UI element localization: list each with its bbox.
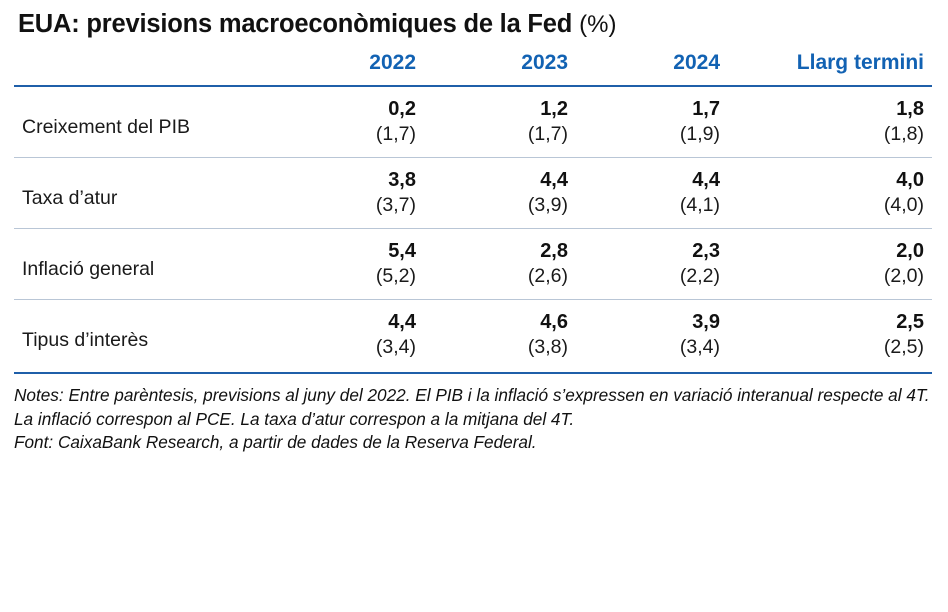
cell-rate-2023-prev: (3,8) [527,336,568,358]
cell-rate-2023: 4,6 [540,311,568,333]
table-row [14,86,932,122]
column-header-2022: 2022 [272,45,424,86]
table-row [14,229,932,265]
cell-unemployment-2024: 4,4 [692,169,720,191]
notes-text: Notes: Entre parèntesis, previsions al juny del 2022. El PIB i la inflació s’expressen en variació interanual respecte al 4T. La inflació correspon al PCE. La taxa d’atur correspon a la mitjana del 4T. [14,385,930,429]
page-title-unit: (%) [579,11,617,38]
cell-gdp-2022: 0,2 [388,98,416,120]
row-label-gdp-growth: Creixement del PIB [22,115,190,138]
cell-rate-2024-prev: (3,4) [679,336,720,358]
column-header-2024: 2024 [576,45,728,86]
cell-rate-2022: 4,4 [388,311,416,333]
table-row [14,300,932,336]
cell-rate-long-term: 2,5 [896,311,924,333]
cell-inflation-2023: 2,8 [540,240,568,262]
cell-unemployment-long-term-prev: (4,0) [883,194,924,216]
forecast-table [14,45,932,370]
column-header-long-term: Llarg termini [728,45,932,86]
cell-inflation-2024: 2,3 [692,240,720,262]
cell-unemployment-2023-prev: (3,9) [527,194,568,216]
column-header-2023: 2023 [424,45,576,86]
source-text: Font: CaixaBank Research, a partir de dades de la Reserva Federal. [14,432,537,453]
cell-gdp-2024: 1,7 [692,98,720,120]
cell-unemployment-2024-prev: (4,1) [679,194,720,216]
cell-inflation-long-term-prev: (2,0) [883,265,924,287]
cell-unemployment-2022: 3,8 [388,169,416,191]
table-row [14,158,932,194]
table-bottom-rule [14,372,932,374]
cell-unemployment-long-term: 4,0 [896,169,924,191]
cell-inflation-2024-prev: (2,2) [679,265,720,287]
cell-rate-2022-prev: (3,4) [375,336,416,358]
table-header [14,45,932,86]
table-body [14,86,932,370]
cell-gdp-2023-prev: (1,7) [527,123,568,145]
cell-gdp-long-term-prev: (1,8) [883,123,924,145]
cell-gdp-2022-prev: (1,7) [375,123,416,145]
footer-notes [14,384,932,455]
cell-gdp-2024-prev: (1,9) [679,123,720,145]
row-label-headline-inflation: Inflació general [22,257,155,280]
cell-inflation-2023-prev: (2,6) [527,265,568,287]
cell-gdp-long-term: 1,8 [896,98,924,120]
cell-rate-long-term-prev: (2,5) [883,336,924,358]
cell-inflation-long-term: 2,0 [896,240,924,262]
table-header-row [14,45,932,86]
page-title-main: EUA: previsions macroeconòmiques de la Fed [18,10,573,38]
cell-inflation-2022-prev: (5,2) [375,265,416,287]
cell-unemployment-2023: 4,4 [540,169,568,191]
cell-rate-2024: 3,9 [692,311,720,333]
cell-inflation-2022: 5,4 [388,240,416,262]
cell-gdp-2023: 1,2 [540,98,568,120]
page-title [14,10,934,39]
column-header-label [14,45,272,86]
row-label-interest-rate: Tipus d’interès [22,328,149,351]
cell-unemployment-2022-prev: (3,7) [375,194,416,216]
row-label-unemployment: Taxa d’atur [22,186,118,209]
